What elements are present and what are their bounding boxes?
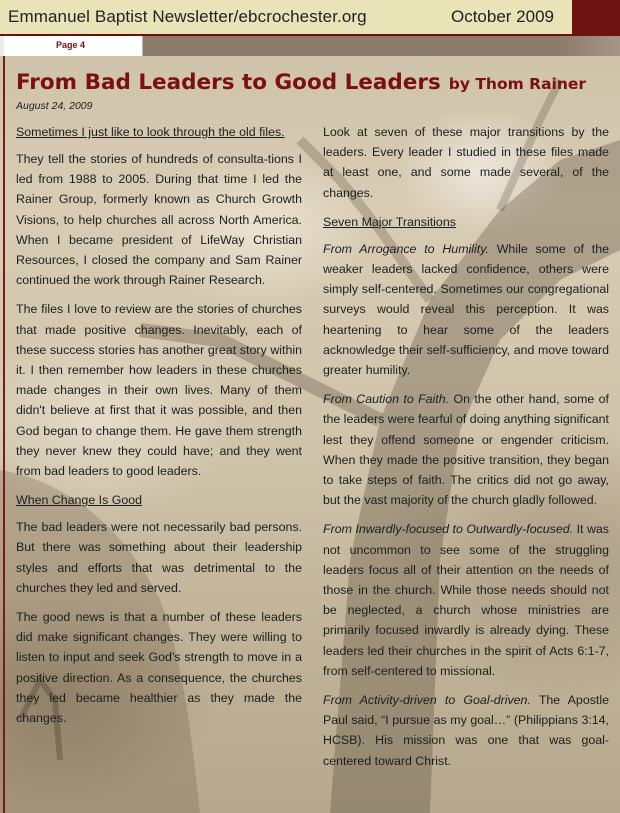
transition-title: From Inwardly-focused to Outwardly-focused. — [323, 522, 574, 537]
paragraph: The good news is that a number of these leaders did make significant changes. They were willing to listen to input and seek God's strength to move in a positive direction. As a consequence, the churches they led became healthier as they made the changes. — [16, 610, 302, 726]
paragraph: The files I love to review are the stories of churches that made positive changes. Inevitably, each of these success stories has another great story within it. I then remember how leaders in these churches made changes in their own lives. Many of them didn't believe at first that it was possible, and then God began to change them. He gave them strength they never knew they could have; and they went from bad leaders to good leaders. — [16, 302, 302, 479]
article-title: From Bad Leaders to Good Leaders — [16, 70, 441, 95]
transition-body: While some of the weaker leaders lacked confidence, others were simply self-centered. Sometimes our congregational surveys would reveal this perception. It was heartening to hear some of the leaders acknowledge their self-sufficiency, and move toward greater humility. — [323, 241, 609, 378]
page-number-tab — [4, 36, 142, 56]
article-column-right — [323, 122, 609, 780]
paragraph: Look at seven of these major transitions by the leaders. Every leader I studied in these files made at least one, and some made several, of the changes. — [323, 125, 609, 200]
issue-date: October 2009 — [450, 7, 554, 26]
transition-body: The Apostle Paul said, “I pursue as my goal…” (Philippians 3:14, HCSB). His mission was one that was goal-centered toward Christ. — [323, 693, 609, 768]
paragraph: The bad leaders were not necessarily bad persons. But there was something about their leadership styles and efforts that was detrimental to the churches they led and served. — [16, 520, 302, 595]
transition-item — [323, 389, 609, 510]
transition-item — [323, 690, 609, 771]
section-heading-change: When Change Is Good — [16, 493, 143, 508]
newsletter-title: Emmanuel Baptist Newsletter/ebcrochester.org — [8, 7, 367, 26]
article-column-left — [16, 122, 302, 737]
header-bar — [0, 0, 572, 36]
transition-item — [323, 239, 609, 380]
transition-body: It was not uncommon to see some of the struggling leaders focus all of their attention on the needs of those in the church. While those needs should not be neglected, a church whose ministries are primarily focused inwardly is already dying. These leaders led their churches in the spirit of Acts 6:1-7, from self-centered to missional. — [323, 522, 609, 678]
transition-title: From Arrogance to Humility. — [323, 241, 489, 256]
transition-item — [323, 519, 609, 681]
article-headline — [16, 70, 586, 95]
intro-heading: Sometimes I just like to look through the old files. — [16, 125, 285, 139]
left-border-rule — [3, 56, 5, 813]
header-corner-block — [572, 0, 620, 37]
paragraph: They tell the stories of hundreds of consulta-tions I led from 1988 to 2005. During that time I led the Rainer Group, formerly known as Church Growth Visions, to help churches all across North America. When I became president of LifeWay Christian Resources, I closed the company and Sam Rainer continued the work through Rainer Research. — [16, 152, 302, 288]
transition-body: On the other hand, some of the leaders were fearful of doing anything significant lest they offend someone or engender criticism. When they made the positive transition, they began to take steps of faith. The critics did not go away, but the vast majority of the church gladly followed. — [323, 392, 609, 508]
section-heading-transitions: Seven Major Transitions — [323, 214, 456, 229]
article-byline: by Thom Rainer — [448, 75, 587, 93]
page-number: Page 4 — [56, 40, 86, 50]
article-date: August 24, 2009 — [16, 100, 93, 112]
transition-title: From Activity-driven to Goal-driven. — [323, 693, 531, 708]
transition-title: From Caution to Faith. — [323, 392, 450, 407]
